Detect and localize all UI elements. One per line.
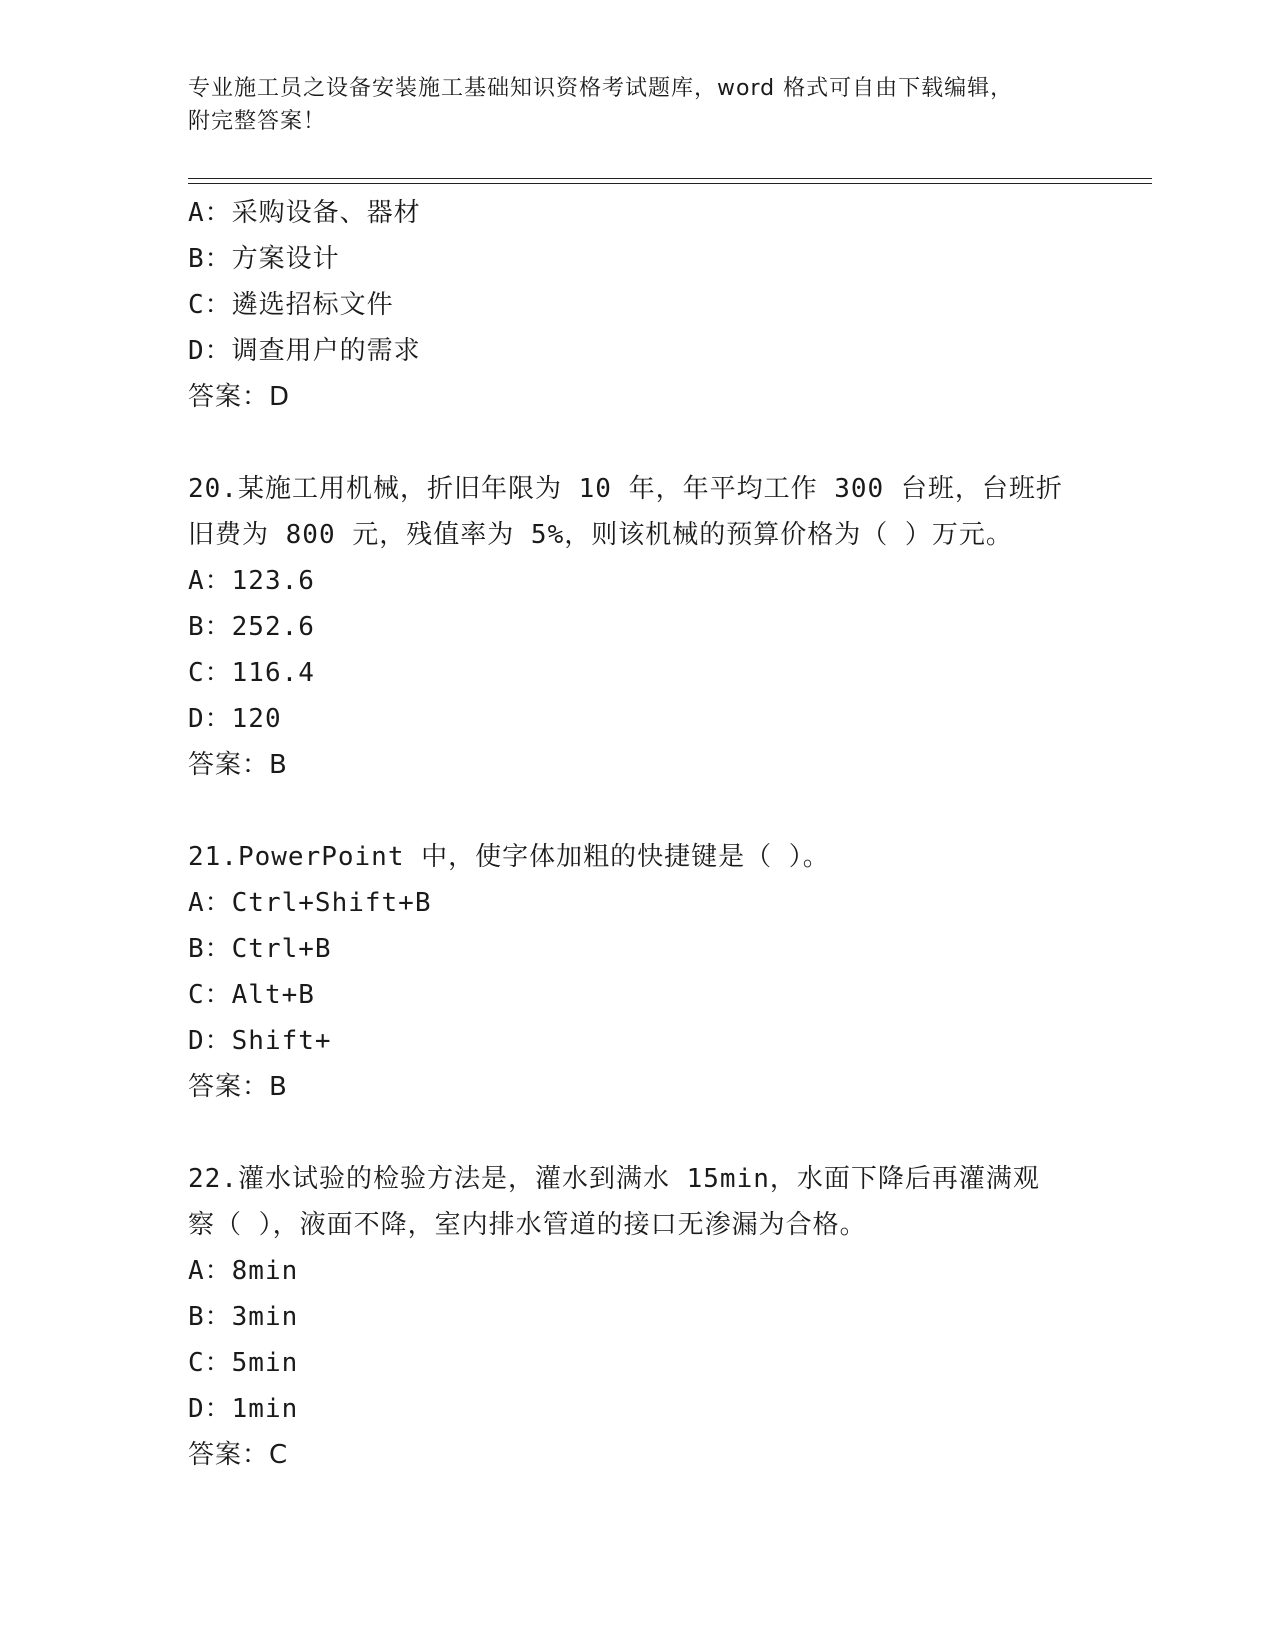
question-list [188,190,1088,1478]
option-c: C：遴选招标文件 [188,290,394,320]
option-a: A：8min [188,1256,299,1286]
answer-line: 答案：B [188,1072,288,1102]
header-title-line-2: 附完整答案！ [188,109,327,134]
question-block-22 [188,1156,1088,1478]
question-text-line-1: 22.灌水试验的检验方法是，灌水到满水 15min，水面下降后再灌满观 [188,1164,1040,1194]
answer-line: 答案：C [188,1440,289,1470]
question-text-line-2: 察（ ），液面不降，室内排水管道的接口无渗漏为合格。 [188,1210,867,1240]
question-block-20 [188,466,1088,788]
answer-line: 答案：D [188,382,291,412]
option-d: D：120 [188,704,282,734]
spacer [188,788,1088,834]
option-b: B：252.6 [188,612,315,642]
option-d: D：1min [188,1394,299,1424]
answer-line: 答案：B [188,750,288,780]
option-c: C：Alt+B [188,980,315,1010]
header-divider [188,178,1152,179]
spacer [188,420,1088,466]
option-a: A：采购设备、器材 [188,198,421,228]
question-text-line-1: 20.某施工用机械，折旧年限为 10 年，年平均工作 300 台班，台班折 [188,474,1063,504]
option-a: A：Ctrl+Shift+B [188,888,432,918]
header-title-line-1: 专业施工员之设备安装施工基础知识资格考试题库，word 格式可自由下载编辑， [188,76,1014,101]
option-c: C：5min [188,1348,299,1378]
option-c: C：116.4 [188,658,315,688]
option-b: B：3min [188,1302,299,1332]
document-header [188,72,1088,138]
option-b: B：方案设计 [188,244,340,274]
question-block-21 [188,834,1088,1110]
header-divider-secondary [188,183,1152,184]
option-a: A：123.6 [188,566,315,596]
question-block-prev [188,190,1088,420]
spacer [188,1110,1088,1156]
question-text-line-1: 21.PowerPoint 中，使字体加粗的快捷键是（ ）。 [188,842,830,872]
option-d: D：Shift+ [188,1026,332,1056]
option-d: D：调查用户的需求 [188,336,421,366]
option-b: B：Ctrl+B [188,934,332,964]
question-text-line-2: 旧费为 800 元，残值率为 5%，则该机械的预算价格为（ ）万元。 [188,520,1013,550]
